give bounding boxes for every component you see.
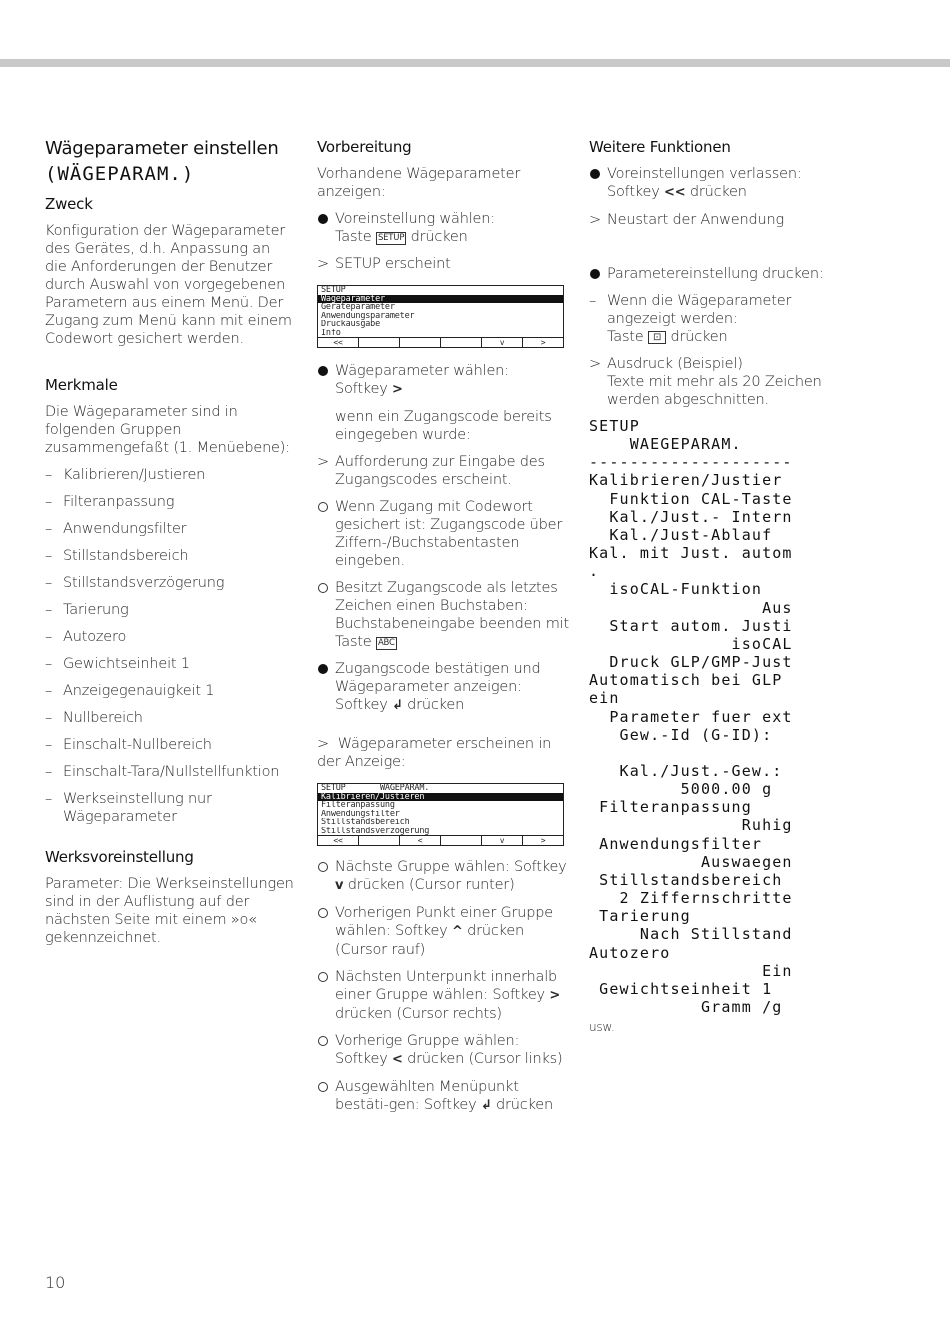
result-arrow-icon: > [317,736,338,752]
lcd-softkey-bar [318,337,563,347]
softkey-label: Softkey [335,697,388,713]
dash-icon: – [45,710,53,726]
zweck-heading: Zweck [45,195,93,213]
merkmale-item [45,466,295,484]
lcd-row: Stillstandsbereich [321,818,410,827]
dash-icon: – [45,602,53,618]
navigation-item [317,904,569,959]
chevron-left-icon: < [392,1052,403,1067]
double-chevron-left-icon: << [664,185,686,200]
dash-icon: – [45,494,53,510]
merkmale-item-label: Filteranpassung [63,494,175,510]
step-waegeparam-note: wenn ein Zugangscode bereits eingegeben wurde: [335,409,552,443]
merkmale-item-label: Autozero [63,629,127,645]
result-printout-note: Texte mit mehr als 20 Zeichen werden abgeschnitten. [607,374,822,408]
lcd-row: Druckausgabe [321,320,381,329]
result-params [317,735,569,771]
step-setup-key-label: Taste [335,229,372,245]
lcd-row: Info [321,328,341,337]
step-confirm [317,660,569,715]
step-setup-text: Voreinstellung wählen: [335,211,495,227]
merkmale-item [45,493,295,511]
navigation-item-text: Vorherigen Punkt einer Gruppe wählen: Softkey [335,905,554,939]
step-confirm-text: Zugangscode bestätigen und Wägeparameter anzeigen: [335,661,541,695]
dash-icon: – [45,683,53,699]
result-code-prompt-text: Aufforderung zur Eingabe des Zugangscodes erscheint. [335,454,545,488]
step-exit-text: Voreinstellungen verlassen: [607,166,802,182]
merkmale-item-label: Anzeigegenauigkeit 1 [63,683,215,699]
dash-icon: – [45,548,53,564]
softkey[interactable] [399,338,440,347]
top-rule [0,59,950,67]
dash-icon: – [45,791,53,807]
step-exit [589,165,829,202]
result-arrow-icon: > [589,212,601,228]
softkey-label: Softkey [335,381,388,397]
lcd-row: Anwendungsfilter [321,809,400,818]
setup-key-icon: SETUP [377,233,405,243]
press-label: drücken [689,184,747,200]
result-arrow-icon: > [589,356,601,372]
step-waegeparam [317,362,569,444]
softkey-label: Softkey [607,184,660,200]
navigation-item-text: Ausgewählten Menüpunkt bestäti-gen: Softkey [335,1079,519,1113]
merkmale-item-label: Einschalt-Nullbereich [63,737,212,753]
lcd-title: SETUP WÄGEPARAM. [321,784,430,793]
merkmale-item-label: Anwendungsfilter [63,521,187,537]
merkmale-item-label: Kalibrieren/Justieren [63,467,206,483]
press-label: drücken [670,329,728,345]
softkey[interactable]: < [399,836,440,845]
dash-icon: – [45,629,53,645]
navigation-item-action: drücken (Cursor runter) [347,877,515,893]
zweck-text: Konfiguration der Wägeparameter des Gerätes, d.h. Anpassung an die Anforderungen der Benutzer durch Auswahl von vorgegebenen Parametern aus einem Menü. Der Zugang zum Menü kann mit einem Codewort gesichert werden. [45,223,292,347]
chevron-right-icon: > [392,382,403,397]
softkey[interactable]: > [522,338,563,347]
merkmale-item [45,790,295,826]
merkmale-item-label: Tarierung [63,602,129,618]
step-waegeparam-text: Wägeparameter wählen: [335,363,509,379]
usw-text: usw. [589,1020,615,1035]
navigation-item-text: Nächsten Unterpunkt innerhalb einer Gruppe wählen: Softkey [335,969,558,1003]
option-codeword [317,498,569,570]
result-setup [317,255,569,273]
merkmale-list [45,466,295,826]
step-print-text: Parametereinstellung drucken: [607,266,824,282]
merkmale-item-label: Einschalt-Tara/Nullstellfunktion [63,764,280,780]
navigation-item [317,1078,569,1115]
merkmale-item-label: Gewichtseinheit 1 [63,656,190,672]
result-code-prompt [317,453,569,489]
softkey[interactable]: << [333,836,343,845]
dash-icon: – [45,575,53,591]
merkmale-item-label: Werkseinstellung nur Wägeparameter [63,791,212,825]
lcd-row-selected: Kalibrieren/Justieren [318,793,563,802]
lcd-row: Stillstandsverzögerung [321,826,430,835]
key-label: Taste [607,329,644,345]
lcd-display-setup [317,285,564,348]
merkmale-item [45,736,295,754]
navigation-item-action: drücken [496,1097,553,1113]
softkey[interactable] [358,338,399,347]
step-setup-action [335,228,569,246]
page-title-code: (WÄGEPARAM.) [45,163,195,185]
result-restart-text: Neustart der Anwendung [607,212,784,228]
softkey[interactable]: v [481,338,522,347]
vorbereitung-heading: Vorbereitung [317,138,412,156]
page-title: Wägeparameter einstellen [45,138,279,159]
option-codeword-text: Wenn Zugang mit Codewort gesichert ist: Zugangscode über Ziffern-/Buchstabentasten eingeben. [335,499,563,569]
enter-icon: ↲ [392,698,403,713]
softkey[interactable]: << [333,338,343,347]
merkmale-item [45,655,295,673]
lcd-title: SETUP [321,286,346,295]
merkmale-item-label: Nullbereich [63,710,143,726]
lcd-row: Filteranpassung [321,801,395,810]
column-left [45,138,295,947]
navigation-item [317,968,569,1023]
lcd-display-waegeparam [317,783,564,846]
dash-icon: – [589,293,597,309]
step-print-sub-text: Wenn die Wägeparameter angezeigt werden: [607,293,792,327]
softkey[interactable]: > [522,836,563,845]
result-printout [589,355,829,409]
dash-icon: – [45,521,53,537]
lcd-row: Anwendungsparameter [321,311,415,320]
werks-heading: Werksvoreinstellung [45,848,194,866]
navigation-item [317,1032,569,1069]
option-letter [317,579,569,651]
chevron-right-icon: > [549,988,561,1003]
option-letter-text: Besitzt Zugangscode als letztes Zeichen einen Buchstaben: Buchstabeneingabe beenden mit Taste [335,580,569,650]
step-print-sub [589,292,829,346]
softkey[interactable] [358,836,399,845]
result-arrow-icon: > [317,454,329,470]
dash-icon: – [45,656,53,672]
column-middle [317,138,569,1115]
merkmale-item [45,601,295,619]
merkmale-intro: Die Wägeparameter sind in folgenden Gruppen zusammengefaßt (1. Menüebene): [45,404,290,456]
print-key-icon: ⊡ [648,331,666,344]
navigation-item [317,858,569,895]
merkmale-item-label: Stillstandsbereich [63,548,189,564]
result-restart [589,211,829,229]
page-number: 10 [45,1273,66,1292]
step-exit-action [607,183,829,202]
merkmale-item [45,574,295,592]
dash-icon: – [45,764,53,780]
vorbereitung-intro: Vorhandene Wägeparameter anzeigen: [317,166,521,200]
merkmale-item [45,709,295,727]
navigation-item-action: drücken (Cursor rechts) [335,1006,502,1022]
result-setup-text: SETUP erscheint [335,256,451,272]
merkmale-item [45,682,295,700]
softkey[interactable]: v [481,836,522,845]
merkmale-heading: Merkmale [45,376,118,394]
lcd-softkey-bar [318,835,563,845]
lcd-row: Geräteparameter [321,303,395,312]
dash-icon: – [45,467,53,483]
printout-example: SETUP WAEGEPARAM. -------------------- Kalibrieren/Justier Funktion CAL-Taste Kal./Just.- Intern Kal./Just-Ablauf Kal. mit Just. autom . isoCAL-Funktion Aus Start autom. Justi isoCAL Druck GLP/GMP-Just Automatisch bei GLP ein Parameter fuer ext Gew.-Id (G-ID): Kal./Just.-Gew.: 5000.00 g Filteranpassung Ruhig Anwendungsfilter Auswaegen Stillstandsbereich 2 Ziffernschritte Tarierung Nach Stillstand Autozero Ein Gewichtseinheit 1 Gramm /g [589,417,793,1016]
navigation-item-text: Vorherige Gruppe wählen: Softkey [335,1033,520,1067]
lcd-row-selected: Wägeparameter [318,295,563,304]
press-label: drücken [407,697,465,713]
result-params-text: Wägeparameter erscheinen in der Anzeige: [317,736,552,770]
abc-key-icon: ABC [377,638,395,648]
result-arrow-icon: > [317,256,329,272]
chevron-up-icon: ^ [451,924,463,939]
merkmale-item [45,520,295,538]
merkmale-item [45,763,295,781]
step-setup-press: drücken [410,229,468,245]
merkmale-item [45,547,295,565]
weitere-heading: Weitere Funktionen [589,138,731,156]
step-print-sub-action [607,328,829,346]
navigation-item-text: Nächste Gruppe wählen: Softkey [335,859,567,875]
column-right [589,138,829,1036]
softkey[interactable] [440,338,481,347]
dash-icon: – [45,737,53,753]
softkey[interactable] [440,836,481,845]
werks-text: Parameter: Die Werkseinstellungen sind in der Auflistung auf der nächsten Seite mit einem »o« gekennzeichnet. [45,876,294,946]
step-print [589,265,829,283]
result-printout-title: Ausdruck (Beispiel) [607,356,743,372]
step-confirm-action [335,696,569,715]
chevron-down-icon: v [335,878,344,893]
step-waegeparam-action [335,380,569,399]
merkmale-item [45,628,295,646]
navigation-list [317,858,569,1115]
navigation-item-action: drücken (Cursor links) [407,1051,563,1067]
enter-icon: ↲ [480,1098,492,1113]
navigation-item-action: drücken (Cursor rauf) [335,923,525,958]
merkmale-item-label: Stillstandsverzögerung [63,575,225,591]
step-setup [317,210,569,246]
